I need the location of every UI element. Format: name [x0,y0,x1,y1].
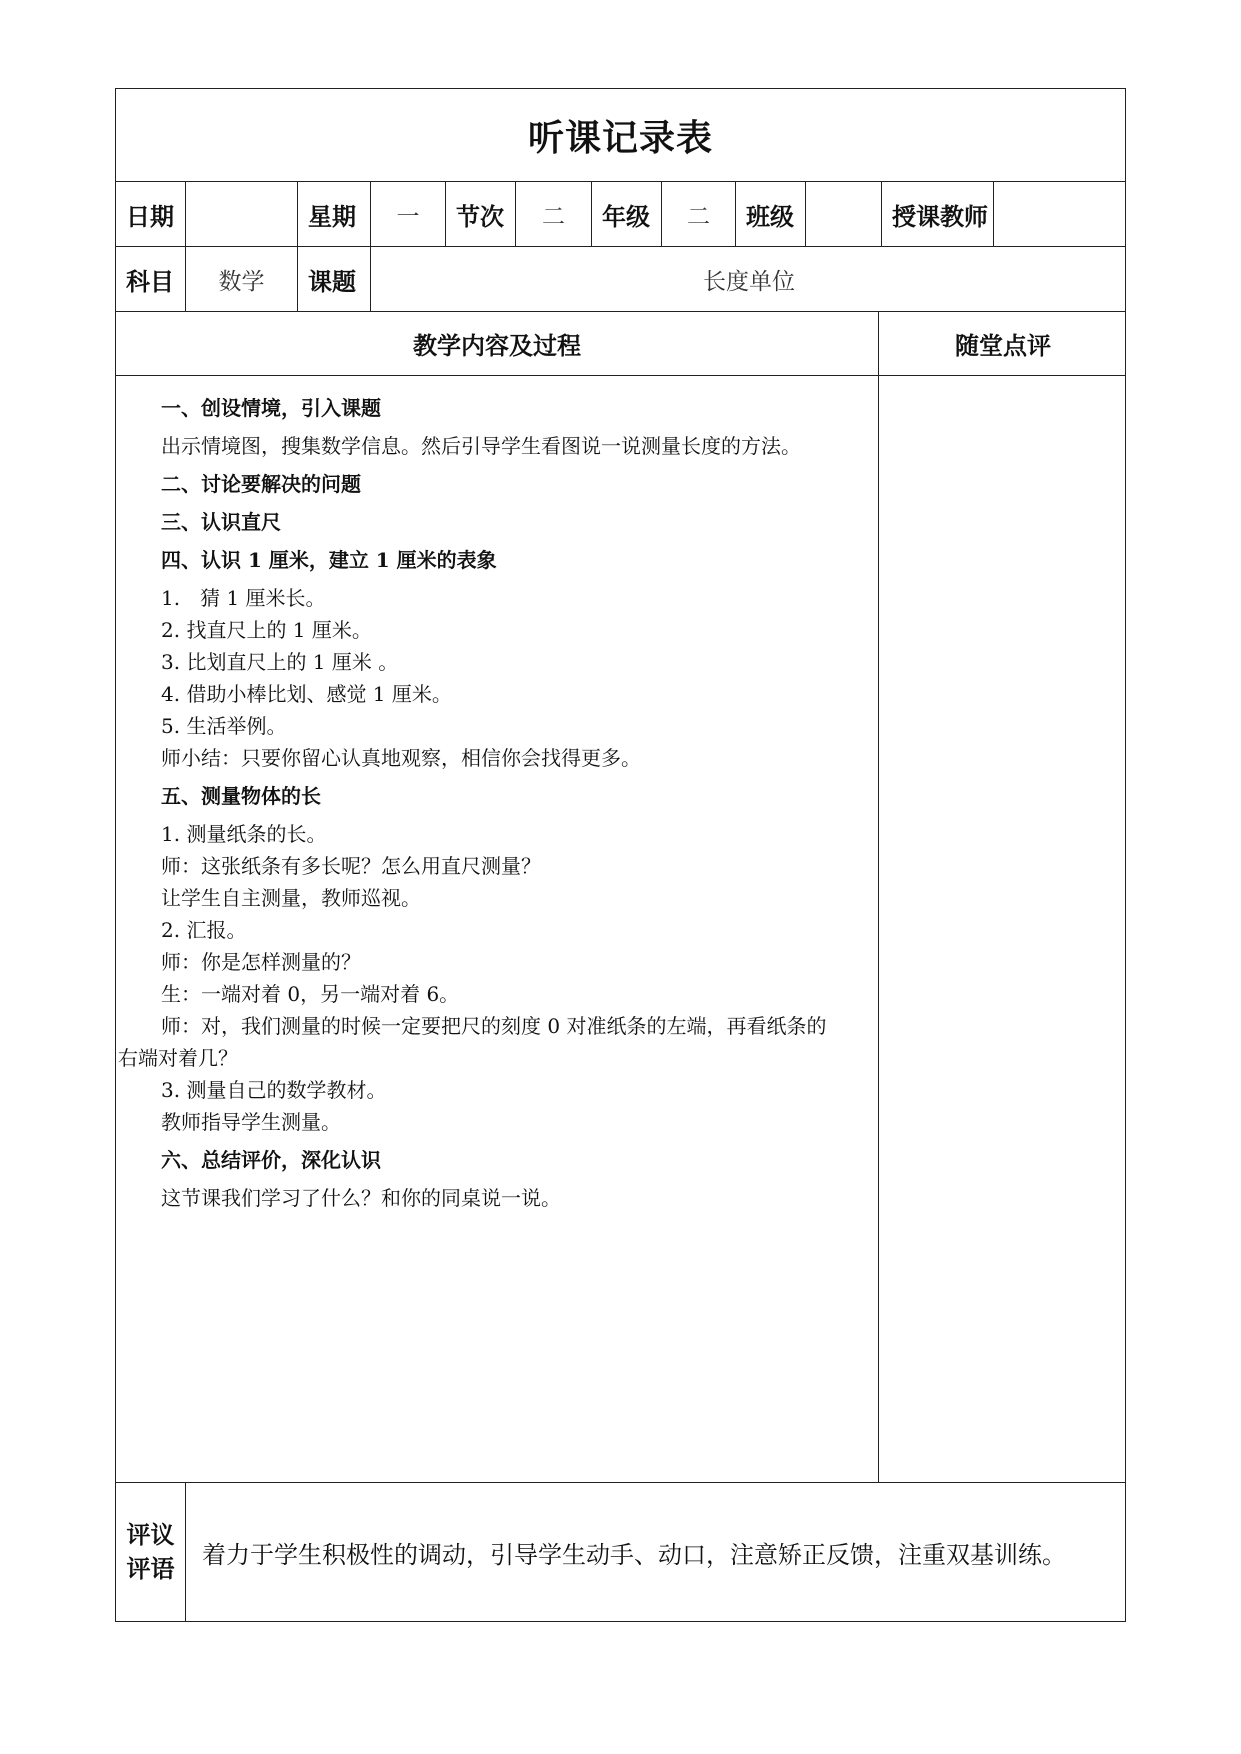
subject-row [116,247,1125,312]
info-row [116,182,1125,247]
subject-label: 科目 [126,266,174,296]
content-line: 1. 测量纸条的长。 [161,822,327,846]
class-label: 班级 [746,201,794,231]
review-text: 着力于学生积极性的调动，引导学生动手、动口，注意矫正反馈，注重双基训练。 [202,1540,1066,1569]
section-heading: 一、创设情境，引入课题 [161,396,381,420]
topic-value: 长度单位 [703,268,795,295]
review-label-line2: 评语 [126,1554,175,1583]
section-heading: 六、总结评价，深化认识 [161,1148,381,1172]
content-list [116,376,878,1214]
weekday-label: 星期 [308,201,356,231]
content-line: 3. 测量自己的数学教材。 [161,1078,387,1102]
topic-label: 课题 [308,266,356,296]
content-row [116,376,1125,1483]
content-line: 1. 猜 1 厘米长。 [161,586,326,610]
content-line: 右端对着几？ [118,1046,238,1070]
grade-label: 年级 [602,201,650,231]
section-heading: 五、测量物体的长 [161,784,321,808]
content-line: 师：你是怎样测量的？ [161,950,361,974]
content-line: 师：这张纸条有多长呢？怎么用直尺测量？ [161,854,541,878]
section-heading: 四、认识 1 厘米，建立 1 厘米的表象 [161,548,497,572]
review-label-line1: 评议 [126,1520,175,1549]
section-heading: 二、讨论要解决的问题 [161,472,361,496]
content-line: 师小结：只要你留心认真地观察，相信你会找得更多。 [161,746,641,770]
content-line: 3. 比划直尺上的 1 厘米 。 [161,650,399,674]
content-line: 让学生自主测量，教师巡视。 [161,886,421,910]
content-line: 师：对，我们测量的时候一定要把尺的刻度 0 对准纸条的左端，再看纸条的 [161,1014,827,1038]
content-line: 生：一端对着 0，另一端对着 6。 [161,982,460,1006]
content-line: 2. 找直尺上的 1 厘米。 [161,618,372,642]
record-form [115,88,1126,1622]
content-line: 教师指导学生测量。 [161,1110,341,1134]
section-heading: 三、认识直尺 [161,510,281,534]
grade-value: 二 [687,203,710,230]
content-header: 教学内容及过程 [413,331,581,360]
comment-area [879,376,1127,1482]
section-header-row [116,312,1125,376]
content-line: 5. 生活举例。 [161,714,287,738]
title-row [116,89,1125,182]
content-line: 2. 汇报。 [161,918,247,942]
content-line: 这节课我们学习了什么？和你的同桌说一说。 [161,1186,561,1210]
teaching-content [116,376,879,1482]
period-label: 节次 [456,201,504,231]
content-line: 出示情境图，搜集数学信息。然后引导学生看图说一说测量长度的方法。 [161,434,801,458]
period-value: 二 [542,203,565,230]
teacher-label: 授课教师 [892,201,988,231]
date-label: 日期 [126,201,174,231]
form-title: 听课记录表 [527,116,713,159]
weekday-value: 一 [396,203,420,230]
content-line: 4. 借助小棒比划、感觉 1 厘米。 [161,682,452,706]
subject-value: 数学 [218,268,265,295]
comment-header: 随堂点评 [955,331,1051,360]
review-row [116,1483,1125,1621]
